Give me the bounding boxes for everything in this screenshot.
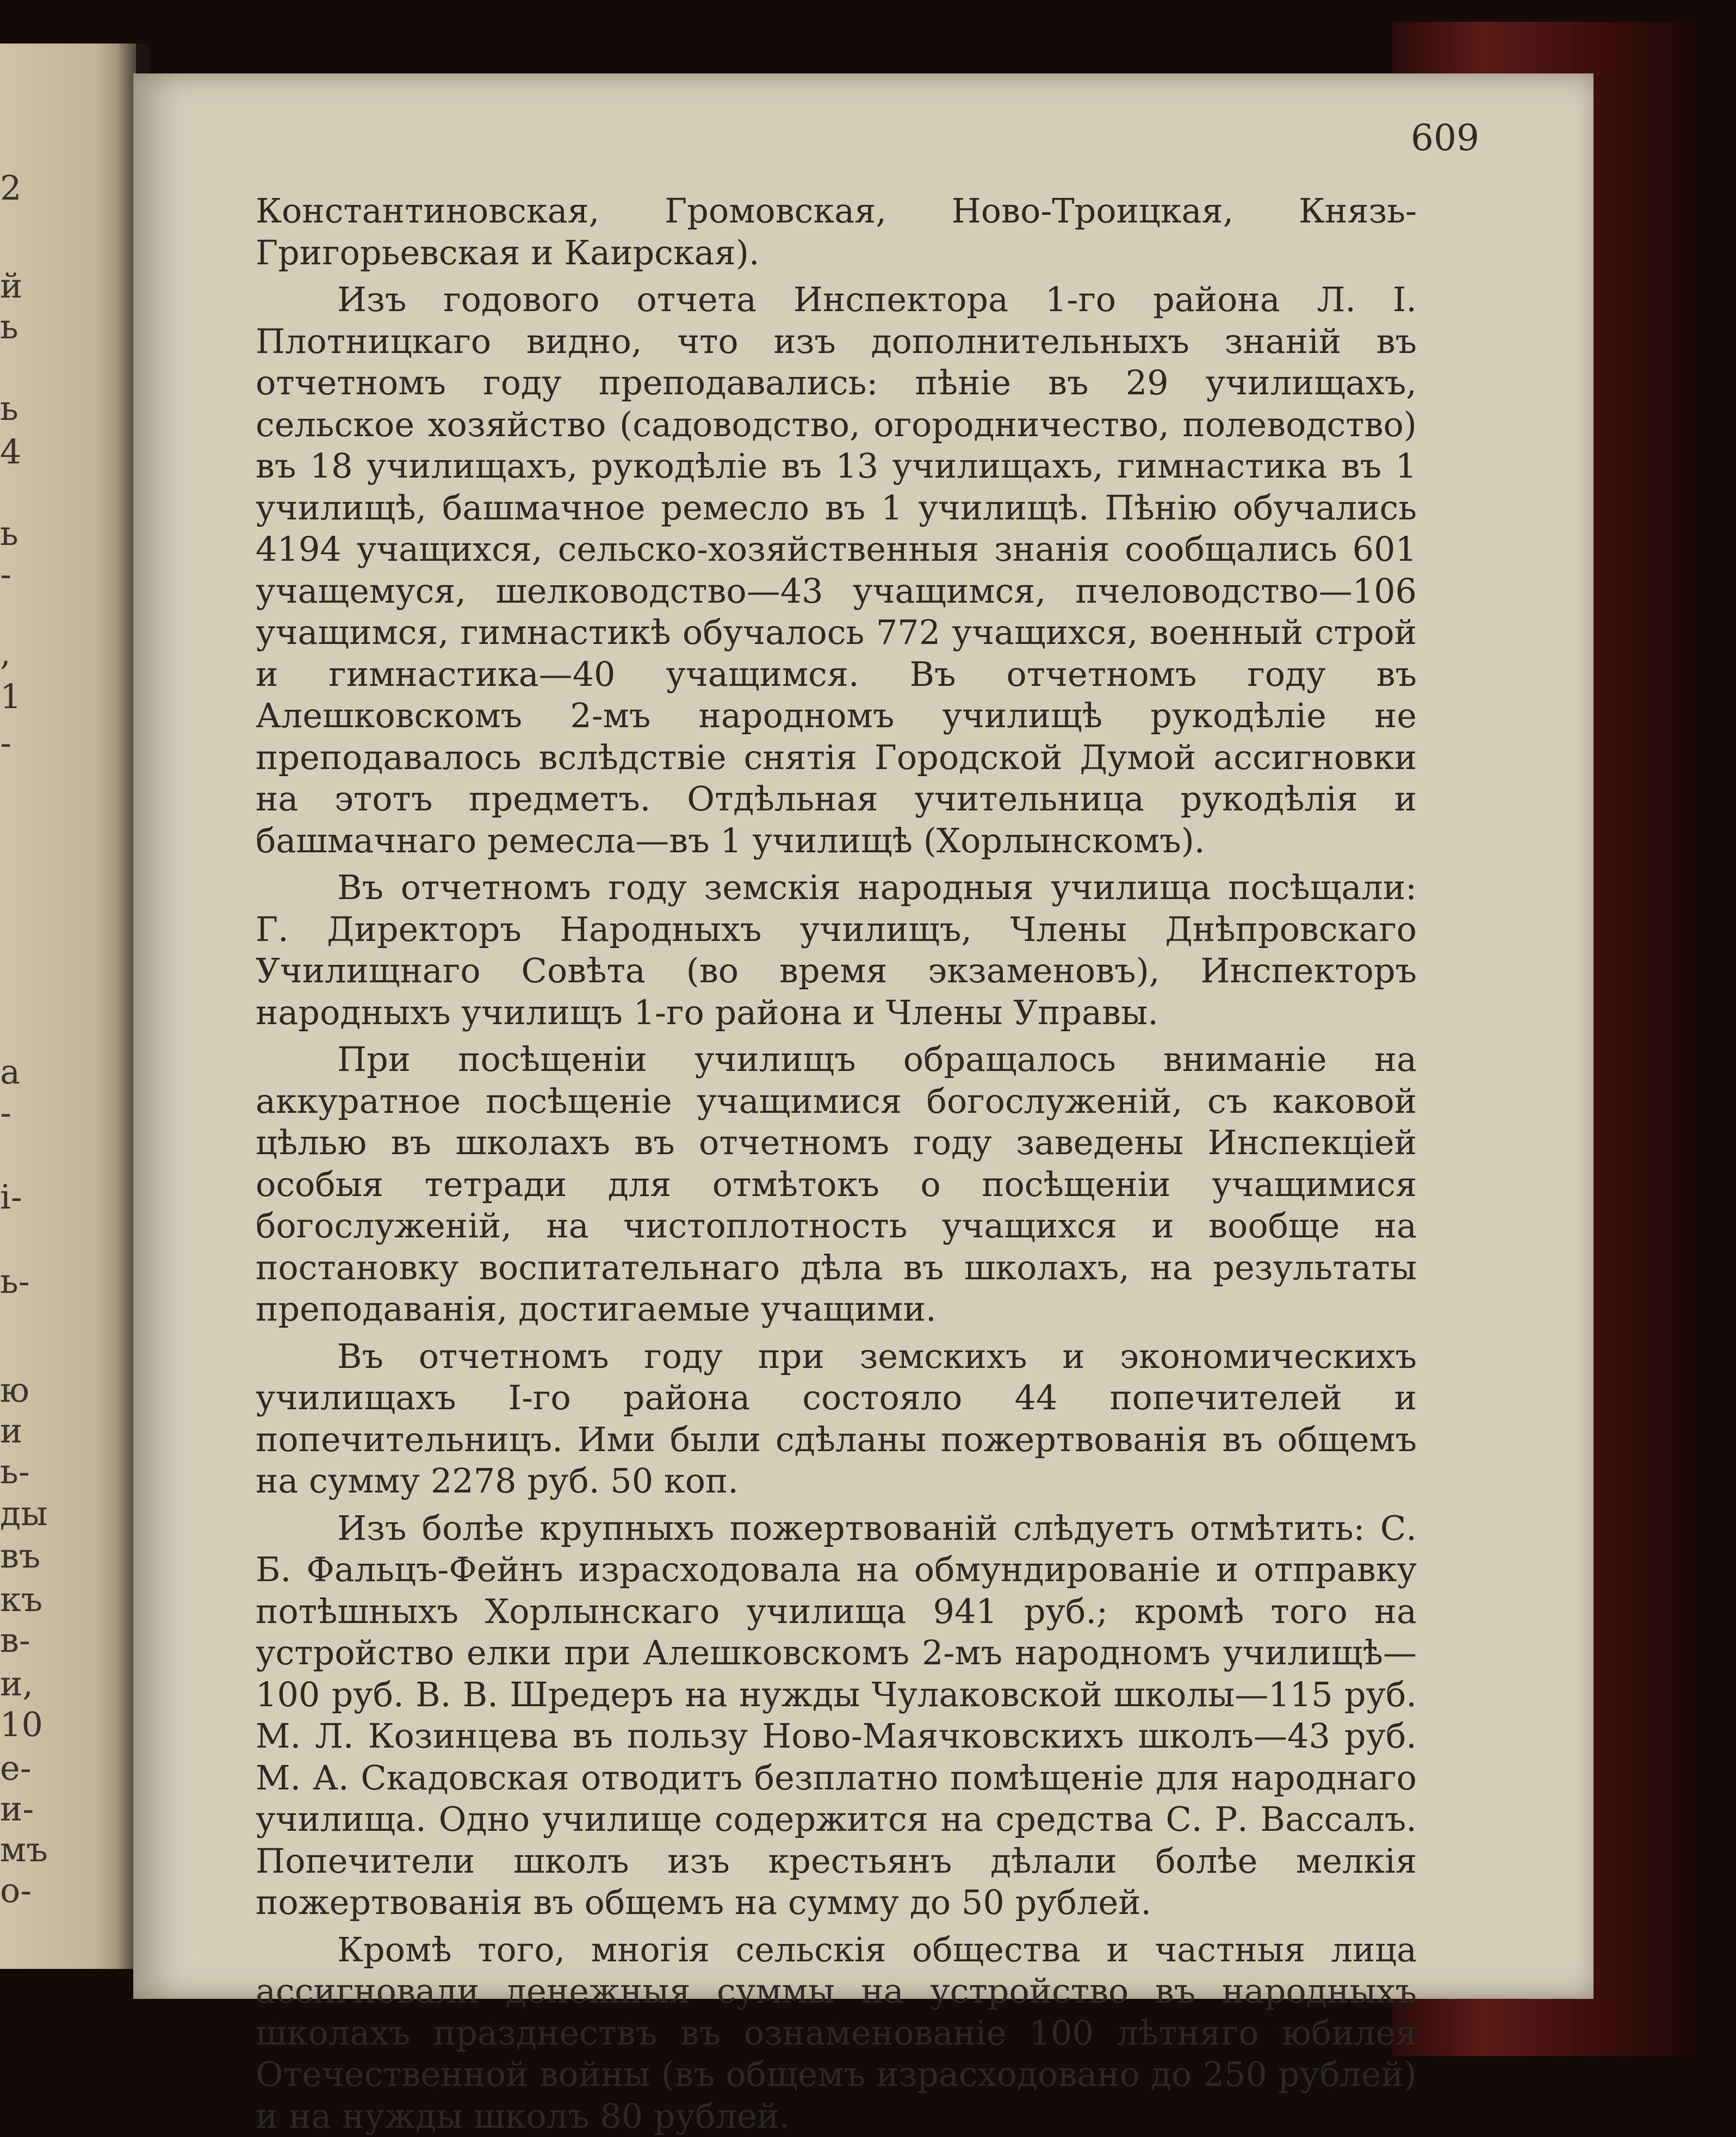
left-page-fragment: 4 [0,435,33,469]
left-page-fragment: ь [0,392,33,425]
left-page-fragment: ю [0,1373,33,1407]
left-page-fragment: и- [0,1792,33,1826]
left-page-fragment: в- [0,1624,33,1657]
left-page-fragment: 2 [0,171,33,205]
paragraph-school-visits: Въ отчетномъ году земскiя народныя училища посѣщали: Г. Директоръ Народныхъ училищъ, Члены Днѣпровскаго Училищнаго Совѣта (во время экзаменовъ), Инспекторъ народныхъ училищъ 1-го района и Члены Управы. [256,867,1417,1033]
paragraph-attention-points: При посѣщенiи училищъ обращалось вниманiе на аккуратное посѣщенiе учащимися богослуженiй, съ каковой цѣлью въ школахъ въ отчетномъ году заведены Инспекцiей особыя тетради для отмѣтокъ о посѣщенiи учащимися богослуженiй, на чистоплотность учащихся и вообще на постановку воспитательнаго дѣла въ школахъ, на результаты преподаванiя, достигаемые учащими. [256,1039,1417,1330]
page-body [256,190,1417,2137]
left-page-fragment: й [0,269,33,303]
left-page-fragment: 1 [0,680,33,714]
left-page-edge [0,44,136,1969]
left-page-fragment: - [0,726,33,760]
paragraph-inspector-report: Изъ годового отчета Инспектора 1-го района Л. I. Плотницкаго видно, что изъ дополнительныхъ знанiй въ отчетномъ году преподавались: пѣнiе въ 29 училищахъ, сельское хозяйство (садоводство, огородничество, полеводство) въ 18 училищахъ, рукодѣлiе въ 13 училищахъ, гимнастика въ 1 училищѣ, башмачное ремесло въ 1 училищѣ. Пѣнiю обучались 4194 учащихся, сельско-хозяйственныя знанiя сообщались 601 учащемуся, шелководство—43 учащимся, пчеловодство—106 учащимся, гимнастикѣ обучалось 772 учащихся, военный строй и гимнастика—40 учащимся. Въ отчетномъ году въ Алешковскомъ 2-мъ народномъ училищѣ рукодѣлiе не преподавалось вслѣдствiе снятiя Городской Думой ассигновки на этотъ предметъ. Отдѣльная учительница рукодѣлiя и башмачнаго ремесла—въ 1 училищѣ (Хорлынскомъ). [256,279,1417,862]
left-page-fragment: ь [0,310,33,344]
left-page-fragment: и [0,1414,33,1448]
paragraph-trustees: Въ отчетномъ году при земскихъ и экономическихъ училищахъ I-го района состояло 44 попечителей и попечительницъ. Ими были сдѣланы пожертвованiя въ общемъ на сумму 2278 руб. 50 коп. [256,1336,1417,1502]
left-page-fragment: , [0,636,33,670]
left-page-fragment: ь- [0,1455,33,1489]
paragraph-celebrations: Кромѣ того, многiя сельскiя общества и частныя лица ассигновали денежныя суммы на устройство въ народныхъ школахъ празднествъ въ ознаменованiе 100 лѣтняго юбилея Отечественной войны (въ общемъ израсходовано до 250 рублей) и на нужды школъ 80 рублей. [256,1929,1417,2137]
left-page-fragment: ь- [0,1265,33,1298]
left-page-fragment: о- [0,1874,33,1907]
left-page-fragment: і- [0,1180,33,1214]
paragraph-donations: Изъ болѣе крупныхъ пожертвованiй слѣдуетъ отмѣтить: С. Б. Фальцъ-Фейнъ израсходовала на обмундированiе и отправку потѣшныхъ Хорлынскаго училища 941 руб.; кромѣ того на устройство елки при Алешковскомъ 2-мъ народномъ училищѣ—100 руб. В. В. Шредеръ на нужды Чулаковской школы—115 руб. М. Л. Козинцева въ пользу Ново-Маячковскихъ школъ—43 руб. М. А. Скадовская отводитъ безплатно помѣщенiе для народнаго училища. Одно училище содержится на средства С. Р. Вассалъ. Попечители школъ изъ крестьянъ дѣлали болѣе мелкiя пожертвованiя въ общемъ на сумму до 50 рублей. [256,1508,1417,1924]
left-page-fragment: - [0,558,33,591]
paragraph-continuation: Константиновская, Громовская, Ново-Троицкая, Князь-Григорьевская и Каирская). [256,190,1417,274]
left-page-fragment: и, [0,1667,33,1701]
left-page-fragment: а [0,1055,33,1089]
page-number: 609 [1411,117,1479,159]
left-page-fragment: къ [0,1583,33,1616]
left-page-fragment: е- [0,1751,33,1785]
left-page-fragment: ь [0,517,33,550]
left-page-fragment: ды [0,1497,33,1531]
left-page-fragment: въ [0,1539,33,1573]
left-page-fragment: 10 [0,1708,33,1742]
book-page [133,73,1594,1999]
left-page-fragment: мъ [0,1833,33,1867]
left-page-fragment: - [0,1096,33,1130]
